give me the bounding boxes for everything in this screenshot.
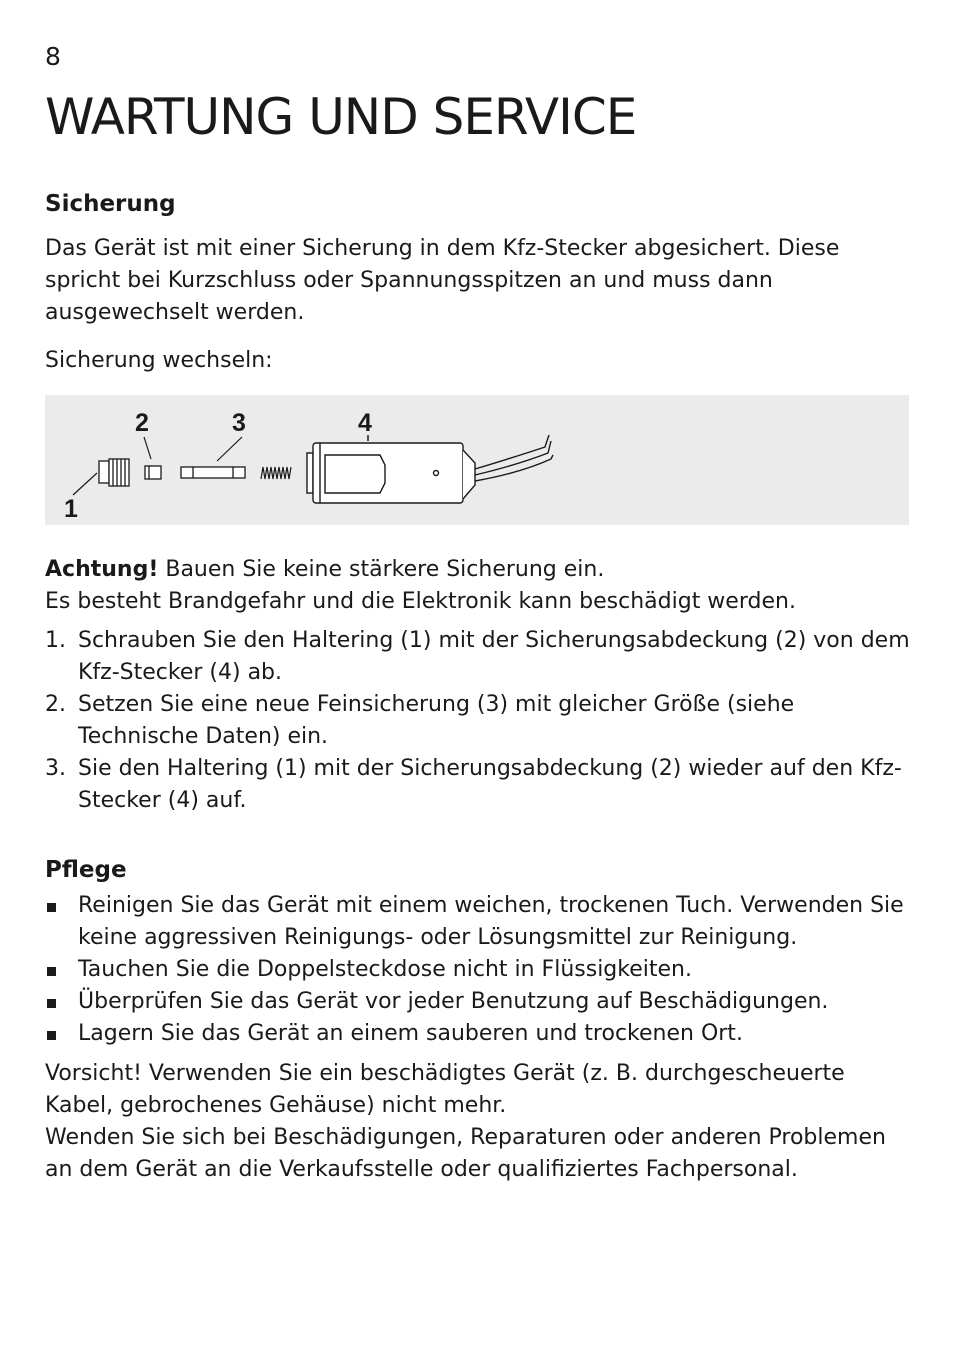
- figure-label-2: 2: [135, 409, 149, 437]
- fuse-diagram: [45, 395, 909, 525]
- page-title: WARTUNG UND SERVICE: [45, 88, 637, 146]
- care-bullet-list: [45, 890, 915, 1050]
- figure-label-4: 4: [358, 409, 372, 437]
- warning-line-1: [45, 554, 915, 586]
- bullet-text: Überprüfen Sie das Gerät vor jeder Benutzung auf Beschädigungen.: [78, 989, 829, 1014]
- warning-line-2: Es besteht Brandgefahr und die Elektronik kann beschädigt werden.: [45, 589, 796, 614]
- caution-text: Vorsicht! Verwenden Sie ein beschädigtes Gerät (z. B. durchgescheuerte Kabel, gebrochenes Gehäuse) nicht mehr.: [45, 1061, 845, 1118]
- bullet-square-icon: [47, 903, 56, 912]
- fuse-intro-text: Das Gerät ist mit einer Sicherung in dem Kfz-Stecker abgesichert. Diese spricht bei Kurzschluss oder Spannungsspitzen an und muss dann ausgewechselt werden.: [45, 236, 840, 325]
- figure-label-3: 3: [232, 409, 246, 437]
- figure-label-1: 1: [64, 495, 78, 523]
- step-text: Sie den Haltering (1) mit der Sicherungsabdeckung (2) wieder auf den Kfz-Stecker (4) auf.: [78, 756, 902, 813]
- list-item: [45, 689, 915, 753]
- step-number: 1.: [45, 628, 66, 653]
- step-text: Setzen Sie eine neue Feinsicherung (3) mit gleicher Größe (siehe Technische Daten) ein.: [78, 692, 795, 749]
- list-item: [45, 890, 915, 954]
- leader-line-3: [217, 437, 242, 461]
- step-text: Schrauben Sie den Haltering (1) mit der Sicherungsabdeckung (2) von dem Kfz-Stecker (4) ab.: [78, 628, 910, 685]
- fuse-steps-list: [45, 625, 915, 817]
- section-heading-fuse: Sicherung: [45, 191, 176, 217]
- fuse-part: [181, 467, 245, 478]
- bullet-square-icon: [47, 1031, 56, 1040]
- bullet-text: Tauchen Sie die Doppelsteckdose nicht in Flüssigkeiten.: [78, 957, 692, 982]
- car-plug-part: [307, 435, 553, 503]
- step-number: 3.: [45, 756, 66, 781]
- fuse-change-label: Sicherung wechseln:: [45, 348, 273, 373]
- page-number: 8: [45, 42, 61, 71]
- spring-part: [261, 467, 291, 479]
- fuse-cover-part: [145, 466, 161, 479]
- list-item: [45, 986, 915, 1018]
- leader-line-2: [144, 437, 151, 459]
- list-item: [45, 753, 915, 817]
- contact-text: Wenden Sie sich bei Beschädigungen, Reparaturen oder anderen Problemen an dem Gerät an die Verkaufsstelle oder qualifiziertes Fachpersonal.: [45, 1125, 886, 1182]
- warning-text: Bauen Sie keine stärkere Sicherung ein.: [158, 557, 605, 582]
- bullet-text: Lagern Sie das Gerät an einem sauberen und trockenen Ort.: [78, 1021, 743, 1046]
- bullet-square-icon: [47, 967, 56, 976]
- section-heading-care: Pflege: [45, 857, 127, 883]
- leader-line-1: [73, 473, 97, 495]
- list-item: [45, 954, 915, 986]
- step-number: 2.: [45, 692, 66, 717]
- bullet-square-icon: [47, 999, 56, 1008]
- warning-label: Achtung!: [45, 557, 159, 582]
- bullet-text: Reinigen Sie das Gerät mit einem weichen, trockenen Tuch. Verwenden Sie keine aggressiven Reinigungs- oder Lösungsmittel zur Reinigung.: [78, 893, 904, 950]
- fuse-replacement-figure: [45, 395, 909, 525]
- list-item: [45, 1018, 915, 1050]
- list-item: [45, 625, 915, 689]
- retaining-ring-part: [99, 459, 129, 486]
